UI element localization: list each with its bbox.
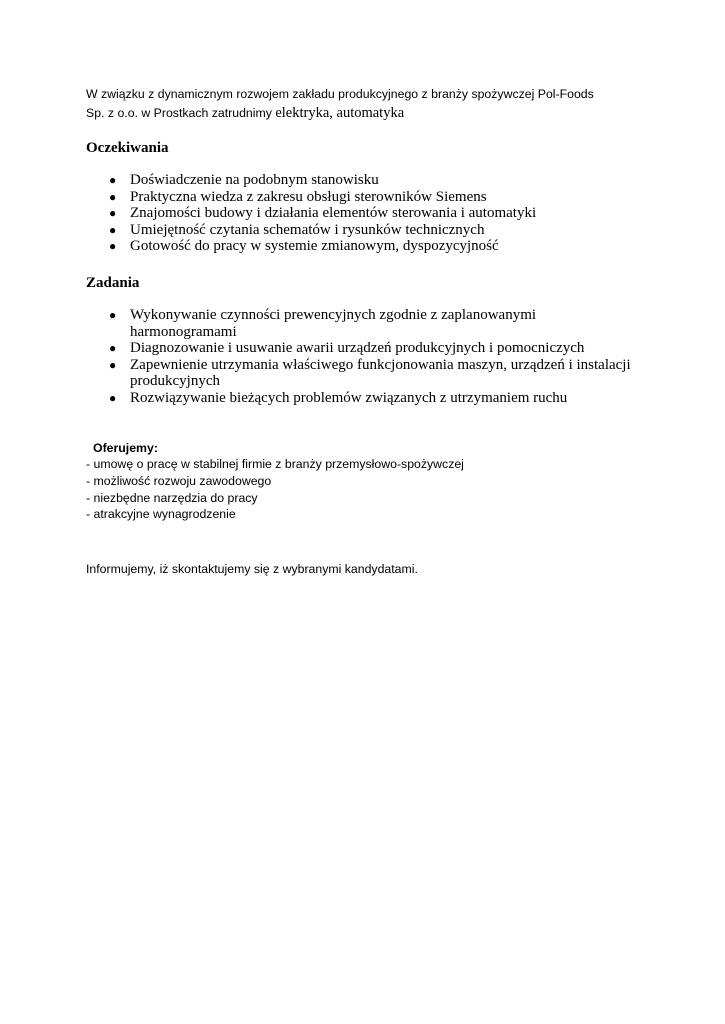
list-item-text: Gotowość do pracy w systemie zmianowym, dyspozycyjność: [130, 238, 499, 255]
list-item-text: Doświadczenie na podobnym stanowisku: [130, 172, 379, 188]
bullet-icon: ●: [109, 222, 117, 237]
list-item: - atrakcyjne wynagrodzenie: [86, 507, 236, 522]
list-item-text: Wykonywanie czynności prewencyjnych zgodnie z zaplanowanymi harmonogramami: [130, 307, 537, 340]
bullet-icon: ●: [109, 357, 117, 372]
list-item: - niezbędne narzędzia do pracy: [86, 490, 258, 505]
bullet-icon: ●: [109, 173, 117, 187]
tasks-heading: Zadania: [86, 275, 140, 291]
bullet-icon: ●: [109, 189, 117, 204]
bullet-icon: ●: [109, 239, 117, 254]
intro-paragraph: [86, 85, 646, 123]
list-item: [86, 307, 646, 340]
list-item-text: Praktyczna wiedza z zakresu obsługi sterowników Siemens: [130, 188, 487, 205]
list-item: [86, 357, 646, 390]
intro-line-2: [86, 104, 646, 123]
list-item: - umowę o pracę w stabilnej firmie z branży przemysłowo-spożywczej: [86, 457, 464, 471]
job-position: elektryka, automatyka: [275, 105, 405, 121]
list-item-text: Diagnozowanie i usuwanie awarii urządzeń produkcyjnych i pomocniczych: [130, 340, 585, 357]
list-item-text: Zapewnienie utrzymania właściwego funkcjonowania maszyn, urządzeń i instalacji produkcyjnych: [130, 356, 631, 390]
bullet-icon: ●: [109, 390, 117, 405]
list-item: [86, 340, 646, 357]
list-item: [86, 222, 646, 239]
list-item: [86, 205, 646, 222]
closing-note: Informujemy, iż skontaktujemy się z wybranymi kandydatami.: [86, 562, 418, 576]
bullet-icon: ●: [109, 206, 117, 221]
tasks-list: [86, 307, 646, 407]
offer-list: [86, 456, 464, 523]
expectations-list: [86, 172, 646, 255]
list-item: - możliwość rozwoju zawodowego: [86, 473, 272, 488]
offer-heading: Oferujemy:: [93, 441, 158, 455]
list-item: [86, 390, 646, 407]
list-item: [86, 238, 646, 255]
list-item-text: Umiejętność czytania schematów i rysunków technicznych: [130, 221, 485, 238]
intro-line-2-text: Sp. z o.o. w Prostkach zatrudnimy: [86, 106, 276, 120]
list-item: [86, 189, 646, 206]
intro-line-1: W związku z dynamicznym rozwojem zakładu produkcyjnego z branży spożywczej Pol-Foods: [86, 87, 594, 101]
list-item: [86, 172, 646, 189]
bullet-icon: ●: [109, 308, 117, 322]
expectations-heading: Oczekiwania: [86, 140, 169, 156]
bullet-icon: ●: [109, 341, 117, 356]
list-item-text: Znajomości budowy i działania elementów sterowania i automatyki: [130, 205, 537, 222]
list-item-text: Rozwiązywanie bieżących problemów związanych z utrzymaniem ruchu: [130, 389, 568, 406]
